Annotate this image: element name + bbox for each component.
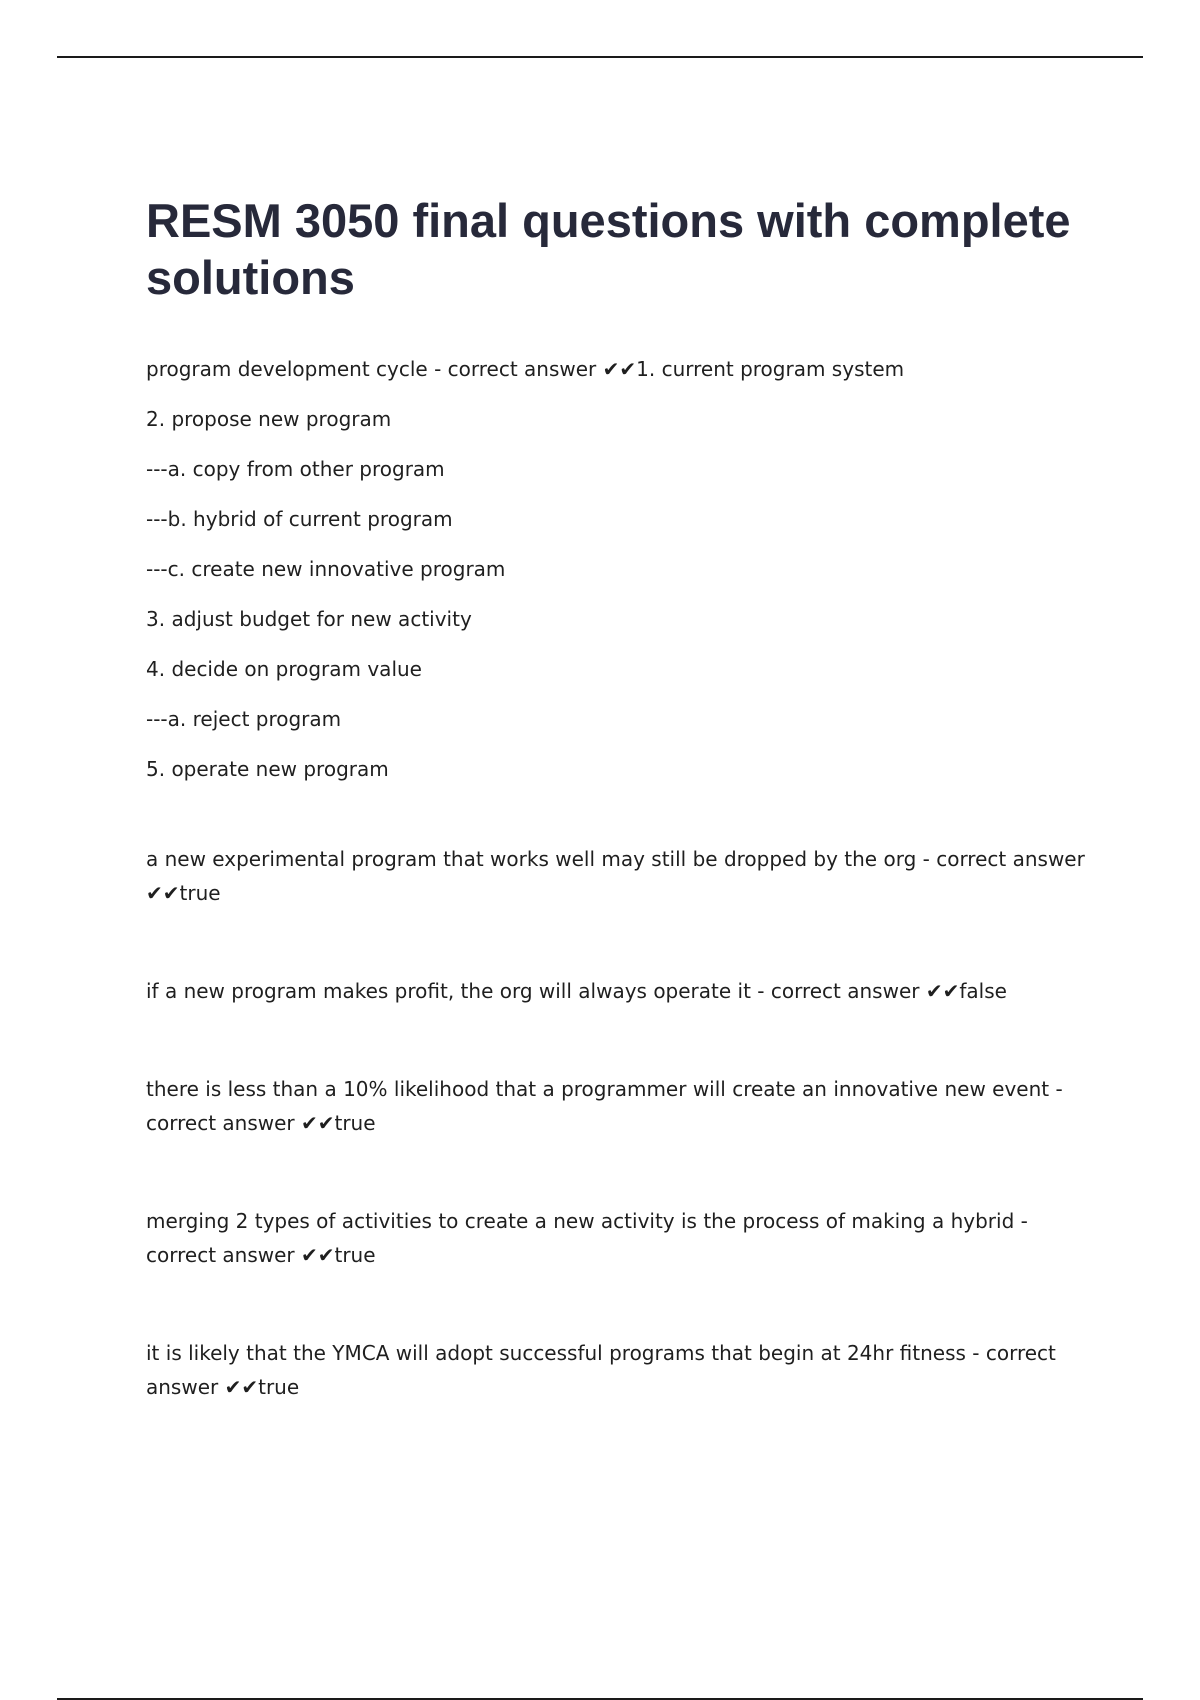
qa-list	[146, 356, 1086, 1404]
qa-item: a new experimental program that works well may still be dropped by the org - correct answer ✔✔true	[146, 847, 1085, 905]
qa-line: 3. adjust budget for new activity	[146, 607, 472, 631]
top-rule	[57, 56, 1143, 58]
document-title: RESM 3050 final questions with complete solutions	[146, 194, 1071, 304]
qa-line: ---c. create new innovative program	[146, 557, 506, 581]
document-body	[146, 192, 1086, 1404]
qa-item: it is likely that the YMCA will adopt successful programs that begin at 24hr fitness - correct answer ✔✔true	[146, 1341, 1056, 1399]
qa-item: there is less than a 10% likelihood that a programmer will create an innovative new event - correct answer ✔✔true	[146, 1077, 1063, 1135]
qa-line: 5. operate new program	[146, 757, 389, 781]
qa-line: program development cycle - correct answer ✔✔1. current program system	[146, 357, 905, 381]
qa-line: ---a. reject program	[146, 707, 342, 731]
qa-item: if a new program makes profit, the org will always operate it - correct answer ✔✔false	[146, 979, 1007, 1003]
qa-item: merging 2 types of activities to create a new activity is the process of making a hybrid - correct answer ✔✔true	[146, 1209, 1028, 1267]
qa-line: 2. propose new program	[146, 407, 392, 431]
qa-item-program-development-cycle	[146, 356, 1086, 782]
qa-line: ---b. hybrid of current program	[146, 507, 453, 531]
qa-line: ---a. copy from other program	[146, 457, 445, 481]
qa-line: 4. decide on program value	[146, 657, 422, 681]
